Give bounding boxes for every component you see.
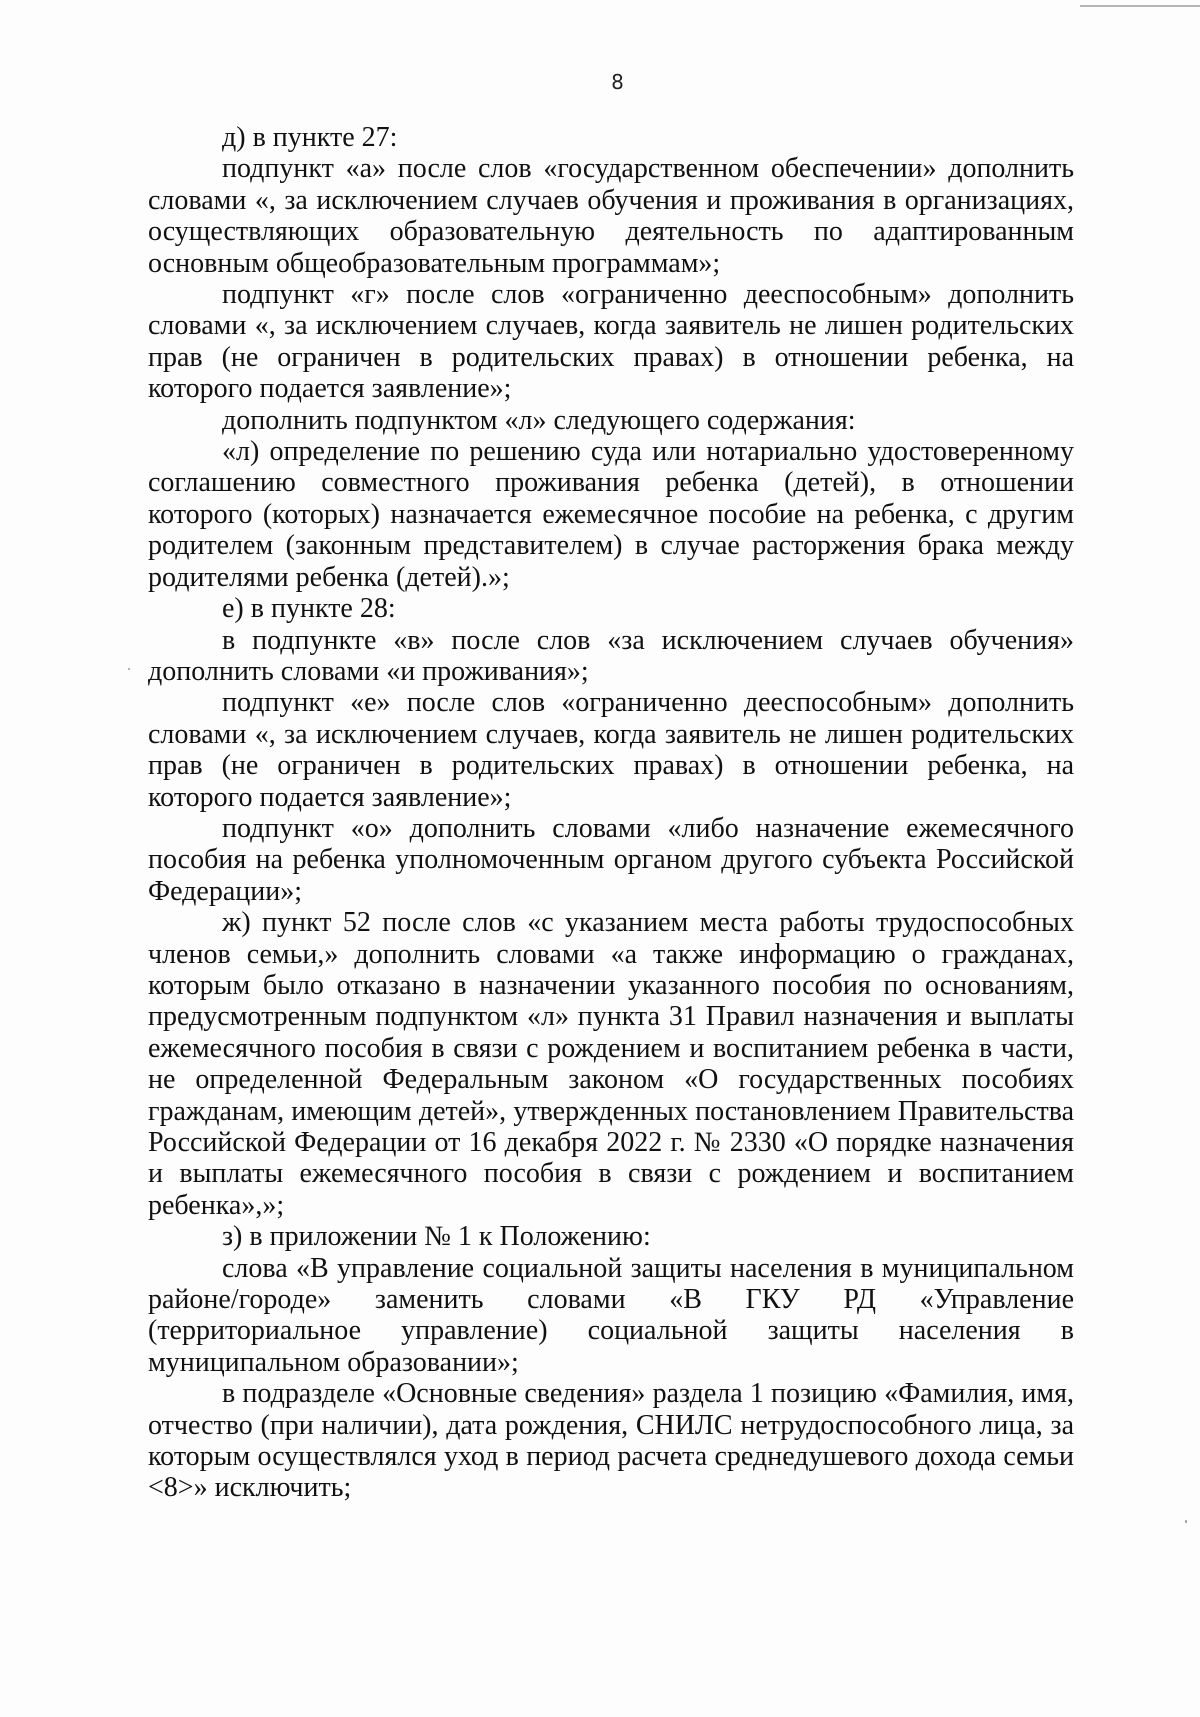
paragraph: дополнить подпунктом «л» следующего содержания: — [222, 404, 856, 436]
document-body — [148, 122, 1074, 1504]
scan-edge-line — [1080, 5, 1200, 7]
scan-speck — [1185, 1520, 1187, 1523]
paragraph: подпункт «г» после слов «ограниченно дееспособным» дополнить словами «, за исключением случаев, когда заявитель не лишен родительских прав (не ограничен в родительских правах) в отношении ребенка, на которого подается заявление»; — [148, 279, 1074, 405]
paragraph: в подпункте «в» после слов «за исключением случаев обучения» дополнить словами «и проживания»; — [148, 624, 1074, 687]
paragraph: в подразделе «Основные сведения» раздела 1 позицию «Фамилия, имя, отчество (при наличии), дата рождения, СНИЛС нетрудоспособного лица, за которым осуществлялся уход в период расчета среднедушевого дохода семьи <8>» исключить; — [148, 1378, 1074, 1504]
paragraph: слова «В управление социальной защиты населения в муниципальном районе/городе» заменить словами «В ГКУ РД «Управление (территориальное управление) социальной защиты населения в муниципальном образовании»; — [148, 1252, 1074, 1378]
paragraph: ж) пункт 52 после слов «с указанием места работы трудоспособных членов семьи,» дополнить словами «а также информацию о гражданах, которым было отказано в назначении указанного пособия по основаниям, предусмотренным подпунктом «л» пункта 31 Правил назначения и выплаты ежемесячного пособия в связи с рождением и воспитанием ребенка в части, не определенной Федеральным законом «О государственных пособиях гражданам, имеющим детей», утвержденных постановлением Правительства Российской Федерации от 16 декабря 2022 г. № 2330 «О порядке назначения и выплаты ежемесячного пособия в связи с рождением и воспитанием ребенка»,»; — [148, 907, 1074, 1221]
paragraph: «л) определение по решению суда или нотариально удостоверенному соглашению совместного проживания ребенка (детей), в отношении которого (которых) назначается ежемесячное пособие на ребенка, с другим родителем (законным представителем) в случае расторжения брака между родителями ребенка (детей).»; — [148, 436, 1074, 593]
paragraph: з) в приложении № 1 к Положению: — [222, 1221, 651, 1253]
scan-speck — [128, 668, 130, 670]
paragraph: е) в пункте 28: — [222, 593, 396, 625]
paragraph: подпункт «а» после слов «государственном обеспечении» дополнить словами «, за исключением случаев обучения и проживания в организациях, осуществляющих образовательную деятельность по адаптированным основным общеобразовательным программам»; — [148, 153, 1074, 279]
paragraph: подпункт «е» после слов «ограниченно дееспособным» дополнить словами «, за исключением случаев, когда заявитель не лишен родительских прав (не ограничен в родительских правах) в отношении ребенка, на которого подается заявление»; — [148, 687, 1074, 813]
page-number: 8 — [611, 70, 624, 94]
paragraph: подпункт «о» дополнить словами «либо назначение ежемесячного пособия на ребенка уполномоченным органом другого субъекта Российской Федерации»; — [148, 812, 1074, 907]
paragraph: д) в пункте 27: — [222, 122, 398, 153]
